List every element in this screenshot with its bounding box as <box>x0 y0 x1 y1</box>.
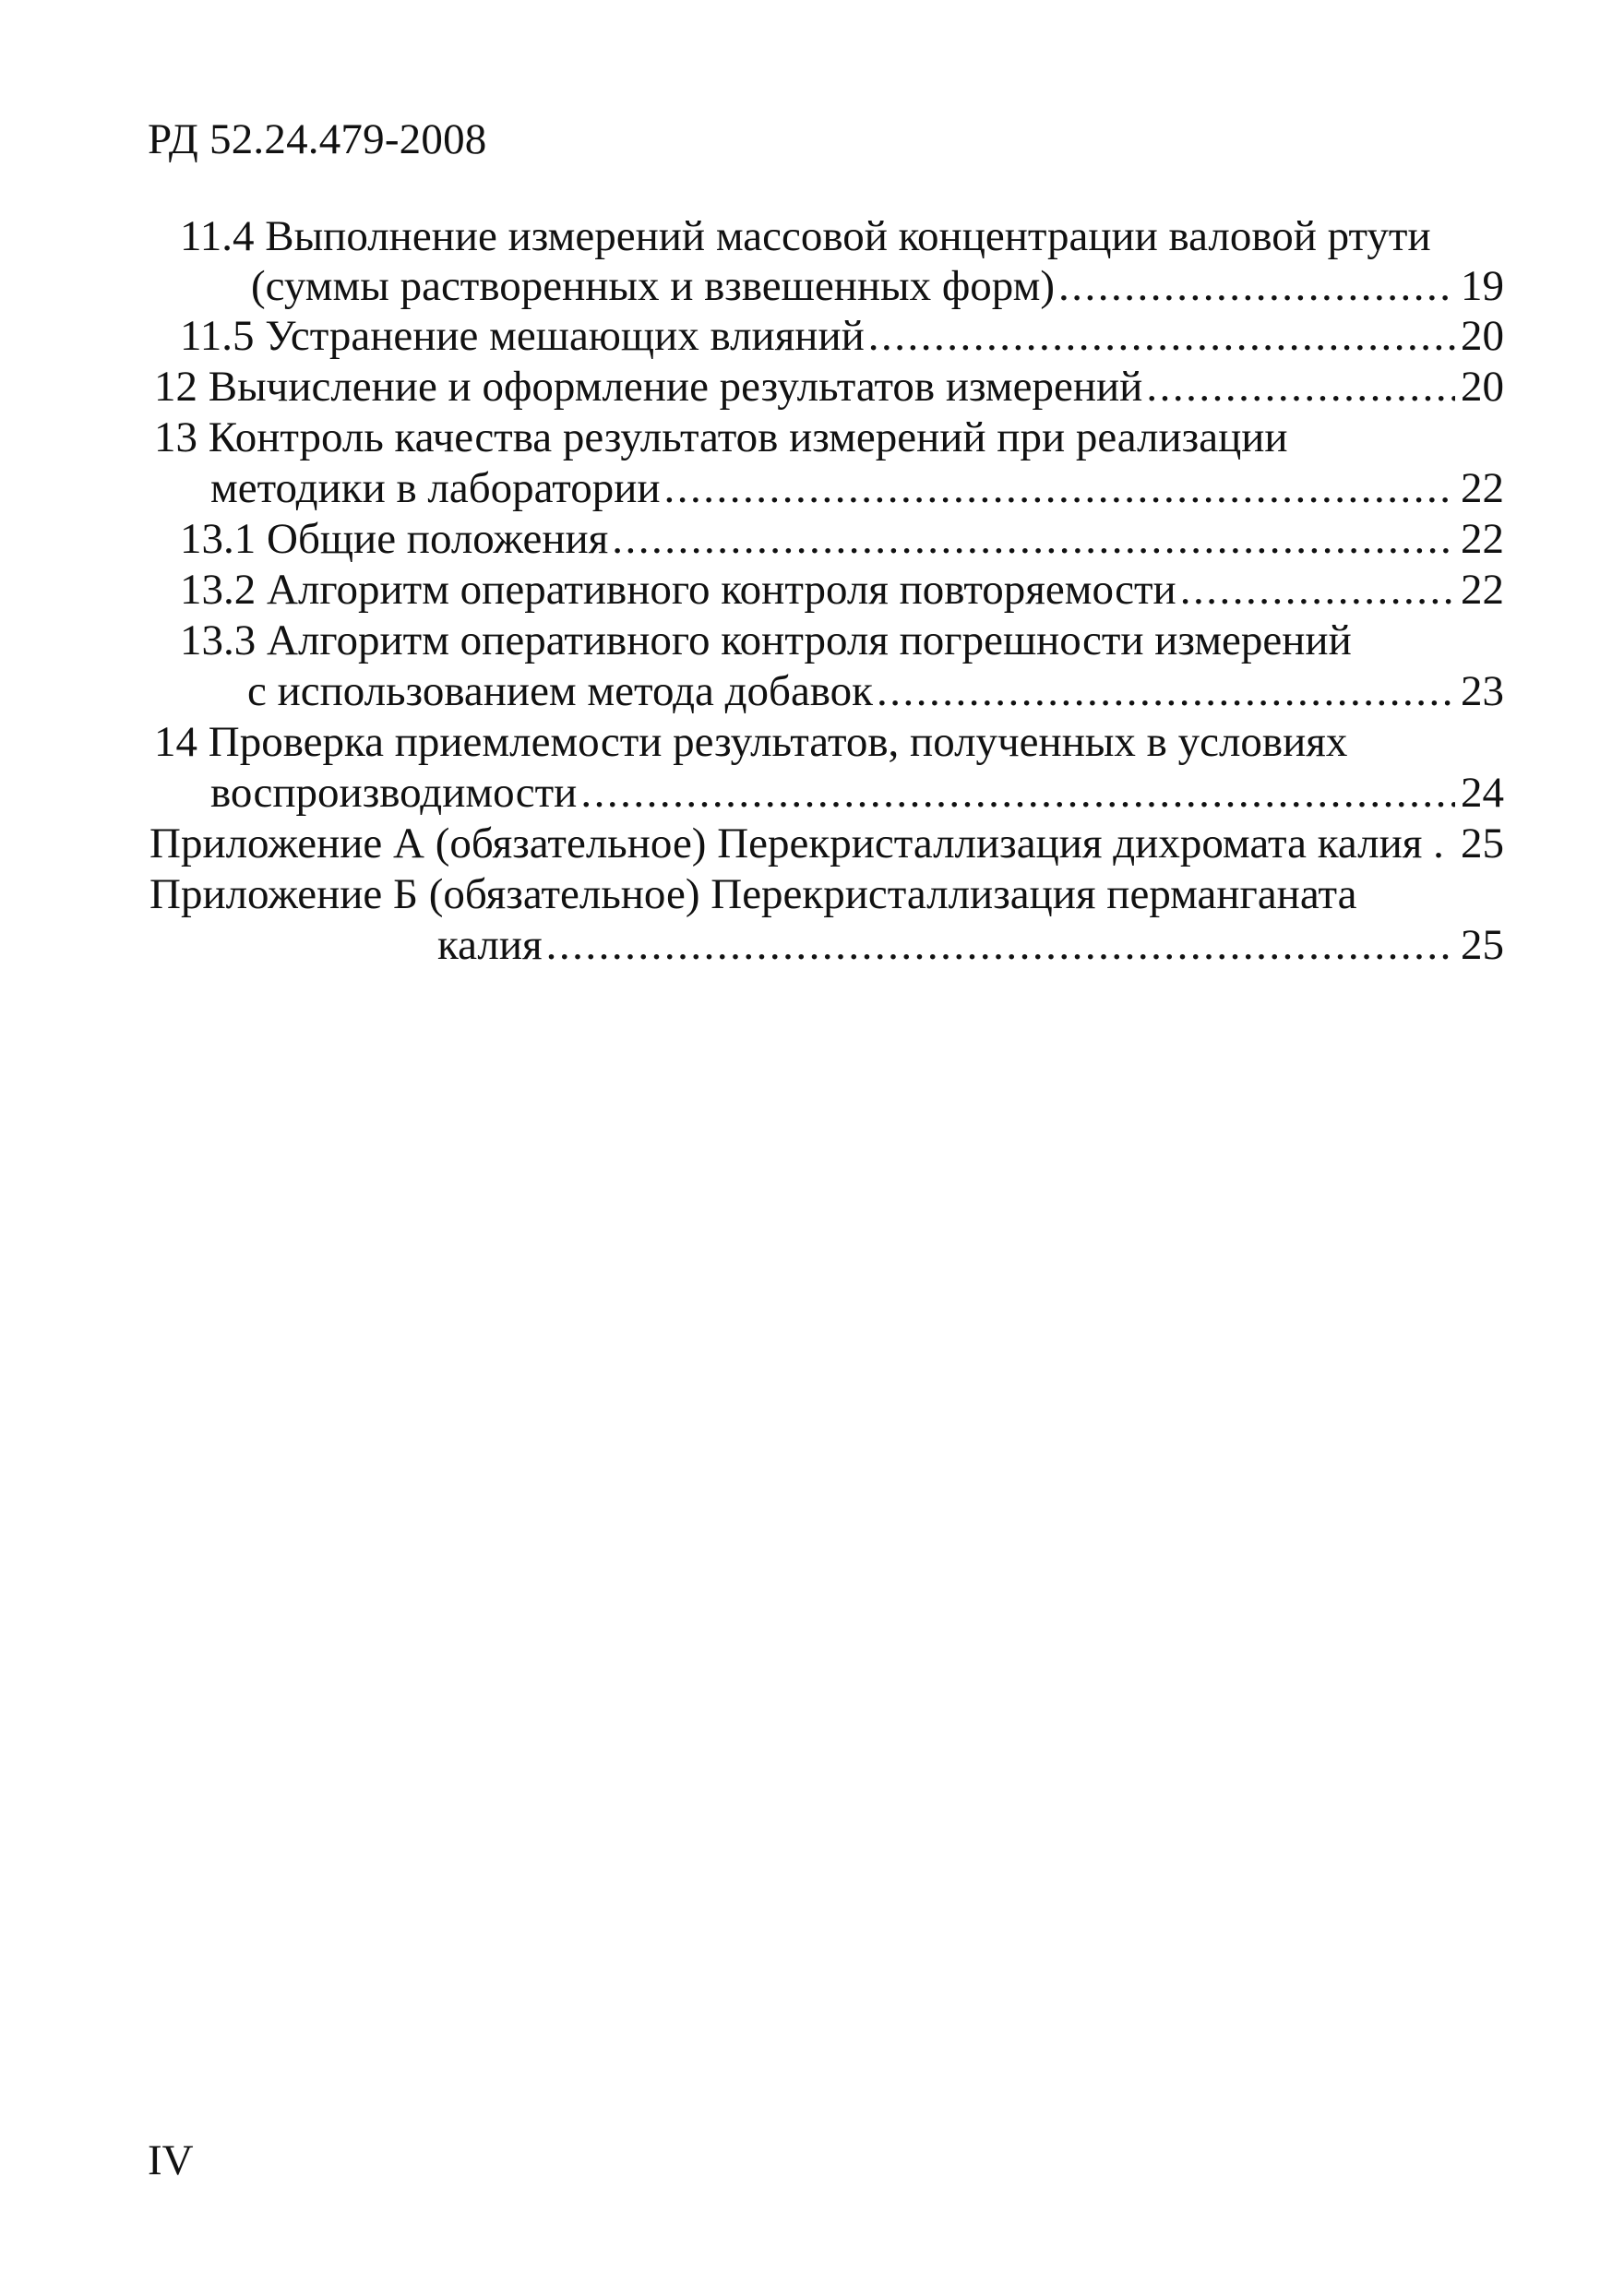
toc-page-number: 22 <box>1461 566 1504 614</box>
dot-leader <box>664 462 1455 514</box>
document-code: РД 52.24.479-2008 <box>148 115 487 163</box>
toc-entry-13-line-1 <box>154 412 1288 463</box>
toc-entry-11-5 <box>180 310 1504 362</box>
page-number: IV <box>148 2136 194 2184</box>
toc-entry-title: 11.5 Устранение мешающих влияний <box>180 312 865 360</box>
toc-entry-title: с использованием метода добавок <box>247 667 874 715</box>
dot-leader <box>546 919 1455 971</box>
toc-page-number: 22 <box>1461 515 1504 563</box>
toc-entry-appendix-b-line-1 <box>149 868 1356 920</box>
dot-leader <box>612 513 1455 565</box>
dot-leader <box>1058 260 1455 312</box>
toc-entry-13 <box>210 462 1504 514</box>
toc-entry-appendix-a <box>149 818 1504 869</box>
toc-page-number: 25 <box>1461 819 1504 867</box>
toc-page-number: 24 <box>1461 769 1504 817</box>
toc-page-number: 19 <box>1461 262 1504 310</box>
toc-page-number: 20 <box>1461 363 1504 411</box>
toc-entry-title: 14 Проверка приемлемости результатов, полученных в условиях <box>154 718 1348 766</box>
toc-entry-title: 13 Контроль качества результатов измерений при реализации <box>154 413 1288 461</box>
dot-leader <box>580 767 1455 819</box>
dot-leader <box>1180 564 1455 616</box>
toc-entry-title: калия <box>437 921 543 969</box>
toc-entry-11-4-line-1 <box>180 210 1431 262</box>
toc-entry-title: 11.4 Выполнение измерений массовой концентрации валовой ртути <box>180 212 1431 260</box>
toc-entry-14-line-1 <box>154 716 1347 768</box>
toc-page-number: 20 <box>1461 312 1504 360</box>
toc-entry-12 <box>154 361 1504 413</box>
toc-entry-title: методики в лаборатории <box>210 464 661 512</box>
toc-entry-title: воспроизводимости <box>210 769 578 817</box>
dot-leader <box>877 665 1455 717</box>
toc-entry-13-2 <box>180 564 1504 616</box>
toc-entry-title: 12 Вычисление и оформление результатов измерений <box>154 363 1143 411</box>
toc-entry-13-1 <box>180 513 1504 565</box>
toc-page-number: 23 <box>1461 667 1504 715</box>
toc-entry-13-3-line-1 <box>180 615 1352 666</box>
toc-entry-appendix-b <box>437 919 1504 971</box>
toc-entry-title: Приложение Б (обязательное) Перекристаллизация перманганата <box>149 870 1357 918</box>
dot-leader <box>868 310 1455 362</box>
toc-entry-title: (суммы растворенных и взвешенных форм) <box>251 262 1055 310</box>
toc-page-number: 25 <box>1461 921 1504 969</box>
toc-entry-title: 13.2 Алгоритм оперативного контроля повторяемости <box>180 566 1176 614</box>
toc-page-number: 22 <box>1461 464 1504 512</box>
toc-entry-title: Приложение А (обязательное) Перекристаллизация дихромата калия . <box>149 819 1444 867</box>
toc-entry-title: 13.3 Алгоритм оперативного контроля погрешности измерений <box>180 616 1352 664</box>
dot-leader <box>1146 361 1455 413</box>
toc-entry-13-3 <box>247 665 1504 717</box>
toc-entry-11-4 <box>251 260 1504 312</box>
table-of-contents <box>0 0 1624 1107</box>
toc-entry-title: 13.1 Общие положения <box>180 515 609 563</box>
toc-entry-14 <box>210 767 1504 819</box>
